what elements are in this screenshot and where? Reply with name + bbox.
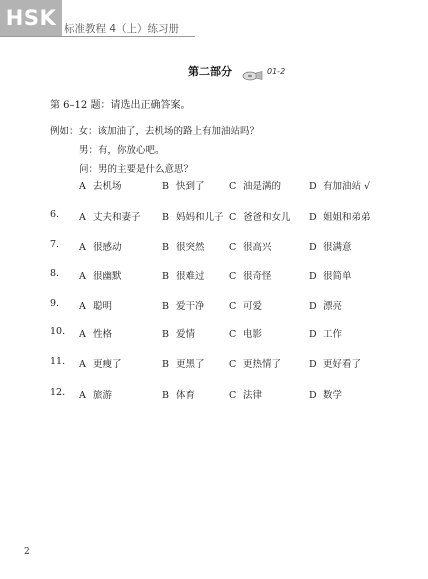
option-letter: C — [229, 242, 237, 253]
section-title: 第二部分 — [188, 65, 232, 78]
question-number: 7. — [50, 239, 60, 250]
option-letter: D — [309, 359, 317, 370]
answer-option[interactable] — [229, 326, 262, 340]
option-text: 爱干净 — [176, 301, 205, 312]
answer-option[interactable] — [309, 387, 342, 401]
answer-option[interactable] — [309, 326, 342, 340]
option-text: 性格 — [93, 329, 113, 340]
option-text: 体育 — [176, 390, 196, 401]
option-text: 有加油站 √ — [323, 181, 371, 192]
answer-option[interactable] — [162, 178, 205, 192]
option-text: 很奇怪 — [243, 271, 272, 282]
answer-option[interactable] — [79, 268, 122, 282]
page-header — [0, 0, 428, 44]
option-letter: C — [229, 359, 237, 370]
answer-option[interactable] — [79, 326, 112, 340]
answer-option[interactable] — [79, 387, 112, 401]
option-letter: C — [229, 390, 237, 401]
option-text: 聪明 — [93, 301, 113, 312]
answer-option[interactable] — [229, 268, 272, 282]
option-text: 很简单 — [323, 271, 352, 282]
answer-option[interactable] — [309, 209, 371, 223]
question-number: 8. — [50, 268, 60, 279]
option-letter: D — [309, 390, 317, 401]
answer-option[interactable] — [79, 298, 112, 312]
option-text: 很幽默 — [93, 271, 122, 282]
question-number: 6. — [50, 209, 60, 220]
page-number: 2 — [24, 547, 30, 557]
option-letter: B — [162, 242, 169, 253]
option-letter: C — [229, 329, 237, 340]
option-letter: D — [309, 271, 317, 282]
option-letter: D — [309, 301, 317, 312]
option-letter: D — [309, 329, 317, 340]
option-letter: B — [162, 329, 169, 340]
example-dialogue-line: 问：男的主要是什么意思？ — [79, 164, 194, 175]
answer-option[interactable] — [229, 239, 272, 253]
question-row — [0, 387, 380, 401]
option-letter: A — [79, 271, 86, 282]
option-text: 数学 — [323, 390, 343, 401]
option-letter: B — [162, 301, 169, 312]
option-letter: C — [229, 301, 237, 312]
option-text: 很难过 — [176, 271, 205, 282]
option-text: 电影 — [243, 329, 263, 340]
answer-option[interactable] — [162, 387, 195, 401]
option-text: 很突然 — [176, 242, 205, 253]
answer-option[interactable] — [309, 356, 361, 370]
question-row — [0, 209, 380, 223]
option-letter: B — [162, 212, 169, 223]
option-letter: A — [79, 329, 86, 340]
hsk-logo: HSK — [0, 0, 62, 36]
option-text: 可爱 — [243, 301, 263, 312]
question-number: 12. — [50, 387, 66, 398]
answer-option[interactable] — [309, 268, 352, 282]
question-number: 9. — [50, 298, 60, 309]
answer-option[interactable] — [309, 298, 342, 312]
option-text: 丈夫和妻子 — [93, 212, 141, 223]
answer-option[interactable] — [229, 356, 281, 370]
option-text: 很高兴 — [243, 242, 272, 253]
option-letter: A — [79, 242, 86, 253]
option-text: 很满意 — [323, 242, 352, 253]
option-letter: B — [162, 359, 169, 370]
option-text: 旅游 — [93, 390, 113, 401]
option-text: 妈妈和儿子 — [176, 212, 224, 223]
question-row — [0, 356, 380, 370]
option-text: 姐姐和弟弟 — [323, 212, 371, 223]
answer-option[interactable] — [162, 239, 205, 253]
option-text: 法律 — [243, 390, 263, 401]
answer-option[interactable] — [162, 326, 195, 340]
option-text: 更黑了 — [176, 359, 205, 370]
question-row — [0, 268, 380, 282]
answer-option[interactable] — [309, 178, 370, 192]
example-dialogue-line: 男：有，你放心吧。 — [79, 145, 165, 156]
option-letter: D — [309, 242, 317, 253]
track-code: 01-2 — [267, 66, 286, 76]
answer-option[interactable] — [229, 209, 291, 223]
option-letter: A — [79, 359, 86, 370]
question-number: 10. — [50, 326, 66, 337]
answer-option[interactable] — [162, 298, 205, 312]
option-letter: B — [162, 181, 169, 192]
option-text: 爸爸和女儿 — [243, 212, 291, 223]
option-letter: A — [79, 390, 86, 401]
option-letter: D — [309, 212, 317, 223]
option-letter: C — [229, 212, 237, 223]
option-letter: A — [79, 181, 86, 192]
option-letter: B — [162, 390, 169, 401]
section-heading — [188, 64, 285, 78]
option-text: 油是满的 — [243, 181, 282, 192]
answer-option[interactable] — [309, 239, 352, 253]
example-dialogue-line: 女：该加油了，去机场的路上有加油站吗？ — [78, 126, 260, 137]
option-letter: A — [79, 212, 86, 223]
example-options-row — [0, 178, 380, 192]
option-letter: A — [79, 301, 86, 312]
option-text: 去机场 — [93, 181, 122, 192]
question-number: 11. — [50, 356, 66, 367]
book-title: 标准教程 4（上）练习册 — [64, 23, 180, 35]
question-row — [0, 298, 380, 312]
question-row — [0, 326, 380, 340]
instruction: 第 6–12 题：请选出正确答案。 — [50, 100, 191, 111]
answer-option[interactable] — [79, 178, 122, 192]
answer-option[interactable] — [229, 298, 262, 312]
option-text: 工作 — [323, 329, 343, 340]
option-text: 爱情 — [176, 329, 196, 340]
answer-option[interactable] — [79, 209, 141, 223]
header-rule — [0, 36, 195, 37]
option-text: 快到了 — [176, 181, 205, 192]
answer-option[interactable] — [229, 178, 281, 192]
answer-option[interactable] — [162, 268, 205, 282]
option-letter: D — [309, 181, 317, 192]
option-text: 漂亮 — [323, 301, 343, 312]
answer-option[interactable] — [162, 356, 205, 370]
option-text: 很感动 — [93, 242, 122, 253]
option-letter: B — [162, 271, 169, 282]
audio-track-icon[interactable] — [242, 66, 264, 77]
option-text: 更好看了 — [323, 359, 362, 370]
option-text: 更热情了 — [243, 359, 282, 370]
example-label: 例如： — [50, 126, 79, 137]
answer-option[interactable] — [229, 387, 262, 401]
option-letter: C — [229, 271, 237, 282]
answer-option[interactable] — [162, 209, 224, 223]
question-row — [0, 239, 380, 253]
answer-option[interactable] — [79, 239, 122, 253]
answer-option[interactable] — [79, 356, 122, 370]
option-text: 更瘦了 — [93, 359, 122, 370]
option-letter: C — [229, 181, 237, 192]
